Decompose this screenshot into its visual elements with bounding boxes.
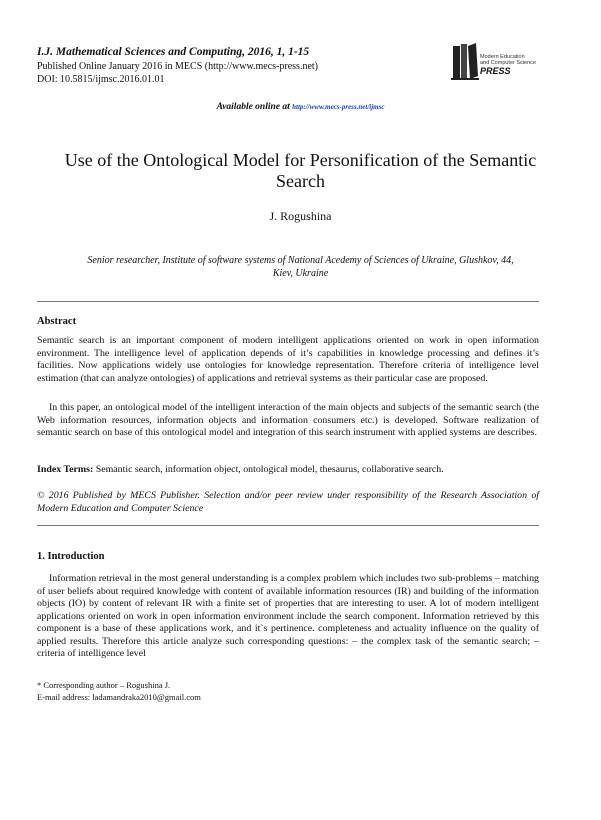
author-affiliation: [40, 254, 561, 280]
copyright-notice: © 2016 Published by MECS Publisher. Selection and/or peer review under responsibility of the Research Association of Modern Education and Computer Science: [37, 490, 539, 514]
availability-prefix: Available online at: [216, 102, 290, 112]
title-line-1: Use of the Ontological Model for Personification of the Semantic: [64, 150, 537, 170]
title-line-2: Search: [276, 171, 325, 191]
affiliation-line-2: Kiev, Ukraine: [272, 268, 329, 279]
mecs-press-logo: [450, 40, 560, 88]
logo-line-1: Modern Education: [480, 54, 525, 60]
abstract-paragraph-2: In this paper, an ontological model of the intelligent interaction of the main objects and subjects of the semantic search (the Web information resources, information objects and information consumers etc.) is developed. Software realization of semantic search on base of this ontological model and integration of this search instrument with applied systems are describes.: [37, 402, 539, 438]
logo-press: PRESS: [480, 66, 511, 76]
availability-line: [0, 102, 601, 112]
author-name: J. Rogushina: [269, 209, 332, 223]
index-terms-text: Semantic search, information object, ontological model, thesaurus, collaborative search.: [93, 464, 444, 475]
doi-line: DOI: 10.5815/ijmsc.2016.01.01: [37, 74, 165, 85]
abstract-paragraph-1: Semantic search is an important component of modern intelligent applications oriented on work in open information environment. The intelligence level of application depends of it’s capabilities in knowledge processing and defines it’s facilities. Now applications widely use ontologies for knowledge representation. Therefore criteria of intelligence level estimation (that can analyze ontologies) of applications and retrieval systems as their particular case are proposed.: [37, 335, 539, 384]
affiliation-line-1: Senior researcher, Institute of software systems of National Acedemy of Sciences of Ukraine, Glushkov, 44,: [87, 255, 514, 266]
introduction-paragraph-1: Information retrieval in the most general understanding is a complex problem which includes two sub-problems – matching of user beliefs about required knowledge with content of available information resources (IR) and building of the information objects (IO) by content of relevant IR with a finite set of properties that are interesting to user. A lot of modern intelligent applications oriented on work in open information environment include the search component. Information retrieved by this component is a base of these applications work, and it`s pertinence. completeness and actuality influence on the quality of applied results. Therefore this article analyze such corresponding questions: – the complex task of the semantic search; – criteria of intelligence level: [37, 573, 539, 659]
book-stack-icon: [450, 40, 480, 82]
logo-line-2: and Computer Science: [480, 60, 536, 66]
paper-title: [60, 150, 541, 192]
journal-citation: I.J. Mathematical Sciences and Computing, 2016, 1, 1-15: [37, 46, 310, 58]
published-online-line: Published Online January 2016 in MECS (http://www.mecs-press.net): [37, 61, 318, 72]
divider-bottom: [37, 525, 539, 526]
index-terms: [37, 464, 539, 477]
index-terms-label: Index Terms:: [37, 464, 94, 475]
divider-top: [37, 301, 539, 302]
introduction-heading: 1. Introduction: [37, 551, 105, 562]
abstract-heading: Abstract: [37, 316, 77, 327]
footnote-corresponding-author: * Corresponding author – Rogushina J.: [37, 680, 171, 690]
footnote-email: E-mail address: ladamandraka2010@gmail.com: [37, 692, 201, 702]
journal-url-link[interactable]: http://www.mecs-press.net/ijmsc: [292, 103, 385, 111]
